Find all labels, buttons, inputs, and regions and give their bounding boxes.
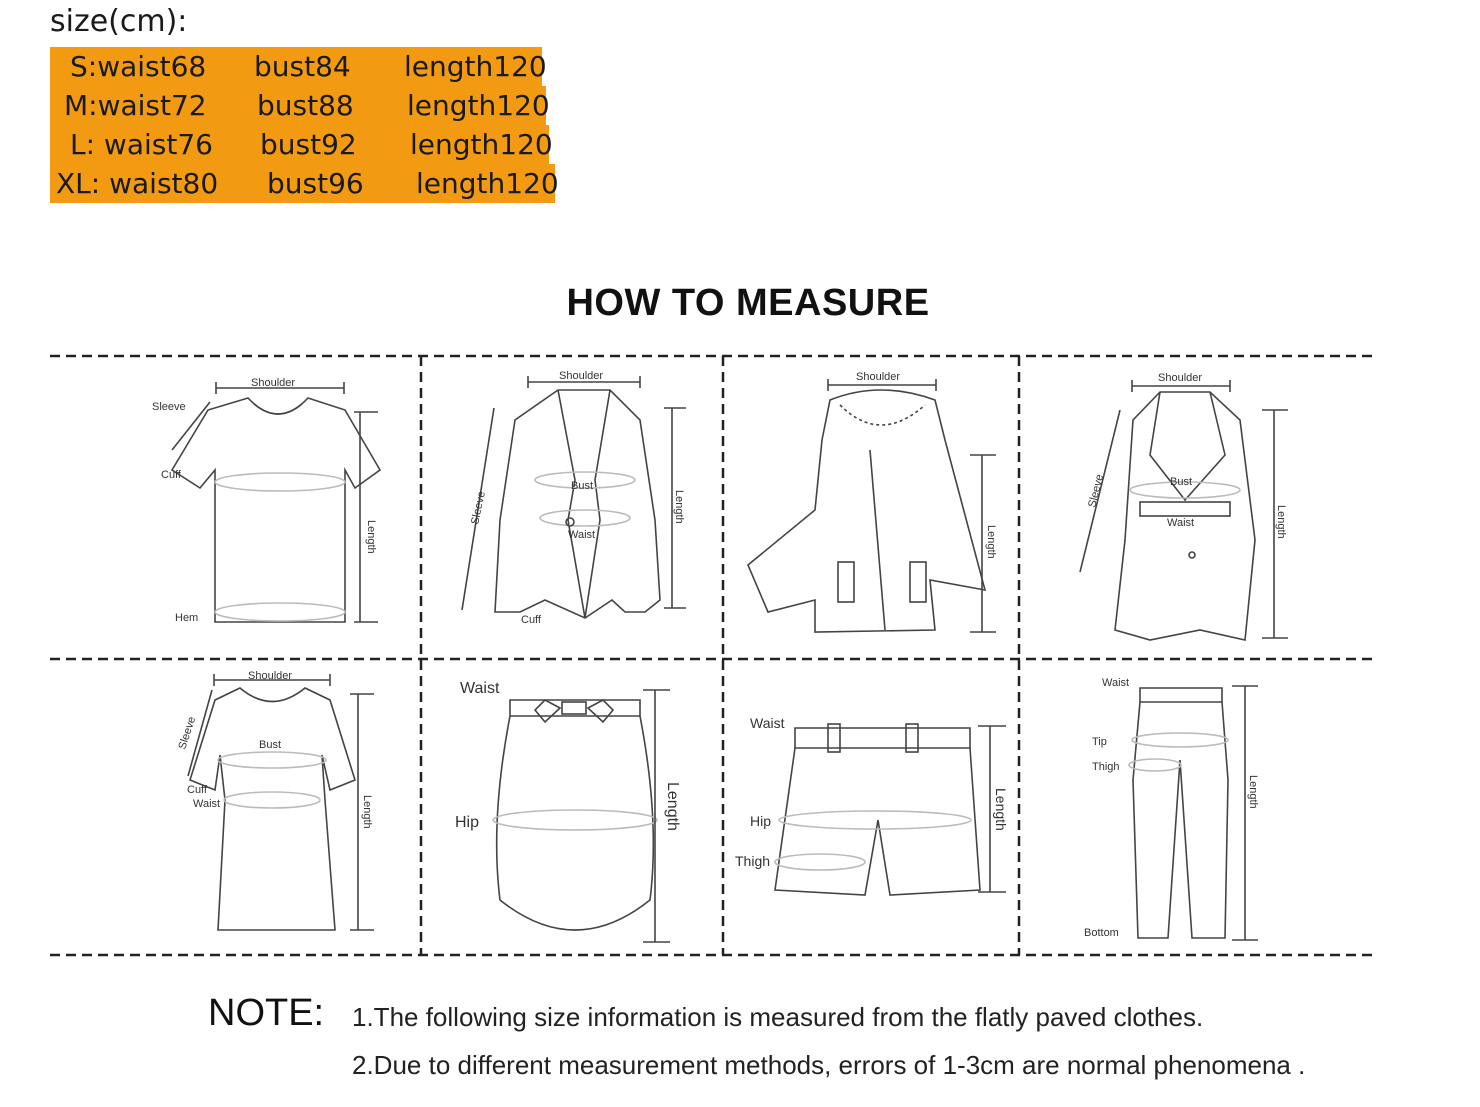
- size-waist: XL: waist80: [56, 167, 219, 200]
- tshirt-sleeve-label: Sleeve: [152, 401, 186, 413]
- size-waist: M:waist72: [64, 89, 207, 122]
- shorts-drawing: [775, 724, 1006, 895]
- how-to-measure-title: HOW TO MEASURE: [566, 282, 930, 324]
- blazer-length-label: Length: [673, 490, 685, 524]
- grid-lines: [50, 356, 1376, 955]
- cape-drawing: [748, 379, 996, 632]
- dress-length-label: Length: [361, 795, 373, 829]
- pants-bottom-label: Bottom: [1084, 927, 1119, 939]
- dress-bust-label: Bust: [259, 739, 282, 751]
- size-bust: bust88: [257, 89, 354, 122]
- shorts-length-label: Length: [993, 788, 1009, 831]
- blazer-waist-label: Waist: [568, 529, 596, 541]
- coat-shoulder-label: Shoulder: [1158, 372, 1203, 384]
- blazer-shoulder-label: Shoulder: [559, 370, 604, 382]
- pants-length-label: Length: [1247, 775, 1259, 809]
- tshirt-hem-label: Hem: [175, 612, 199, 624]
- skirt-drawing: [493, 690, 670, 942]
- size-waist: L: waist76: [70, 128, 213, 161]
- skirt-length-label: Length: [664, 782, 681, 831]
- blazer-sleeve-label: Sleeve: [469, 490, 488, 526]
- coat-bust-label: Bust: [1170, 476, 1193, 488]
- skirt-hip-label: Hip: [455, 814, 480, 831]
- note-1: 1.The following size information is measured from the flatly paved clothes.: [352, 1002, 1204, 1032]
- coat-waist-label: Waist: [1167, 517, 1195, 529]
- blazer-cuff-label: Cuff: [521, 614, 541, 626]
- cape-length-label: Length: [985, 525, 997, 559]
- tshirt-drawing: [172, 382, 380, 622]
- note-heading: NOTE:: [208, 992, 325, 1034]
- shorts-thigh-label: Thigh: [735, 853, 771, 869]
- blazer-drawing: [462, 376, 686, 618]
- size-bust: bust84: [254, 50, 351, 83]
- blazer-bust-label: Bust: [571, 480, 594, 492]
- dress-waist-label: Waist: [193, 798, 221, 810]
- size-waist: S:waist68: [70, 50, 207, 83]
- size-length: length120: [416, 167, 559, 200]
- dress-shoulder-label: Shoulder: [248, 670, 293, 682]
- size-length: length120: [410, 128, 553, 161]
- tshirt-length-label: Length: [365, 520, 377, 554]
- pants-tip-label: Tip: [1092, 736, 1107, 748]
- note-2: 2.Due to different measurement methods, errors of 1-3cm are normal phenomena .: [352, 1050, 1306, 1080]
- pants-waist-label: Waist: [1102, 677, 1130, 689]
- tshirt-shoulder-label: Shoulder: [251, 377, 296, 389]
- coat-drawing: [1080, 380, 1288, 640]
- cape-shoulder-label: Shoulder: [856, 371, 901, 383]
- dress-sleeve-label: Sleeve: [176, 715, 199, 751]
- size-bust: bust96: [267, 167, 364, 200]
- tshirt-cuff-label: Cuff: [161, 469, 181, 481]
- size-length: length120: [407, 89, 550, 122]
- shorts-waist-label: Waist: [750, 715, 785, 731]
- coat-sleeve-label: Sleeve: [1086, 473, 1107, 509]
- size-length: length120: [404, 50, 547, 83]
- pants-drawing: [1129, 686, 1258, 940]
- coat-length-label: Length: [1275, 505, 1287, 539]
- shorts-hip-label: Hip: [750, 813, 772, 829]
- size-table-title: size(cm):: [50, 4, 188, 39]
- dress-cuff-label: Cuff: [187, 784, 207, 796]
- size-bust: bust92: [260, 128, 357, 161]
- pants-thigh-label: Thigh: [1092, 761, 1120, 773]
- skirt-waist-label: Waist: [460, 680, 500, 697]
